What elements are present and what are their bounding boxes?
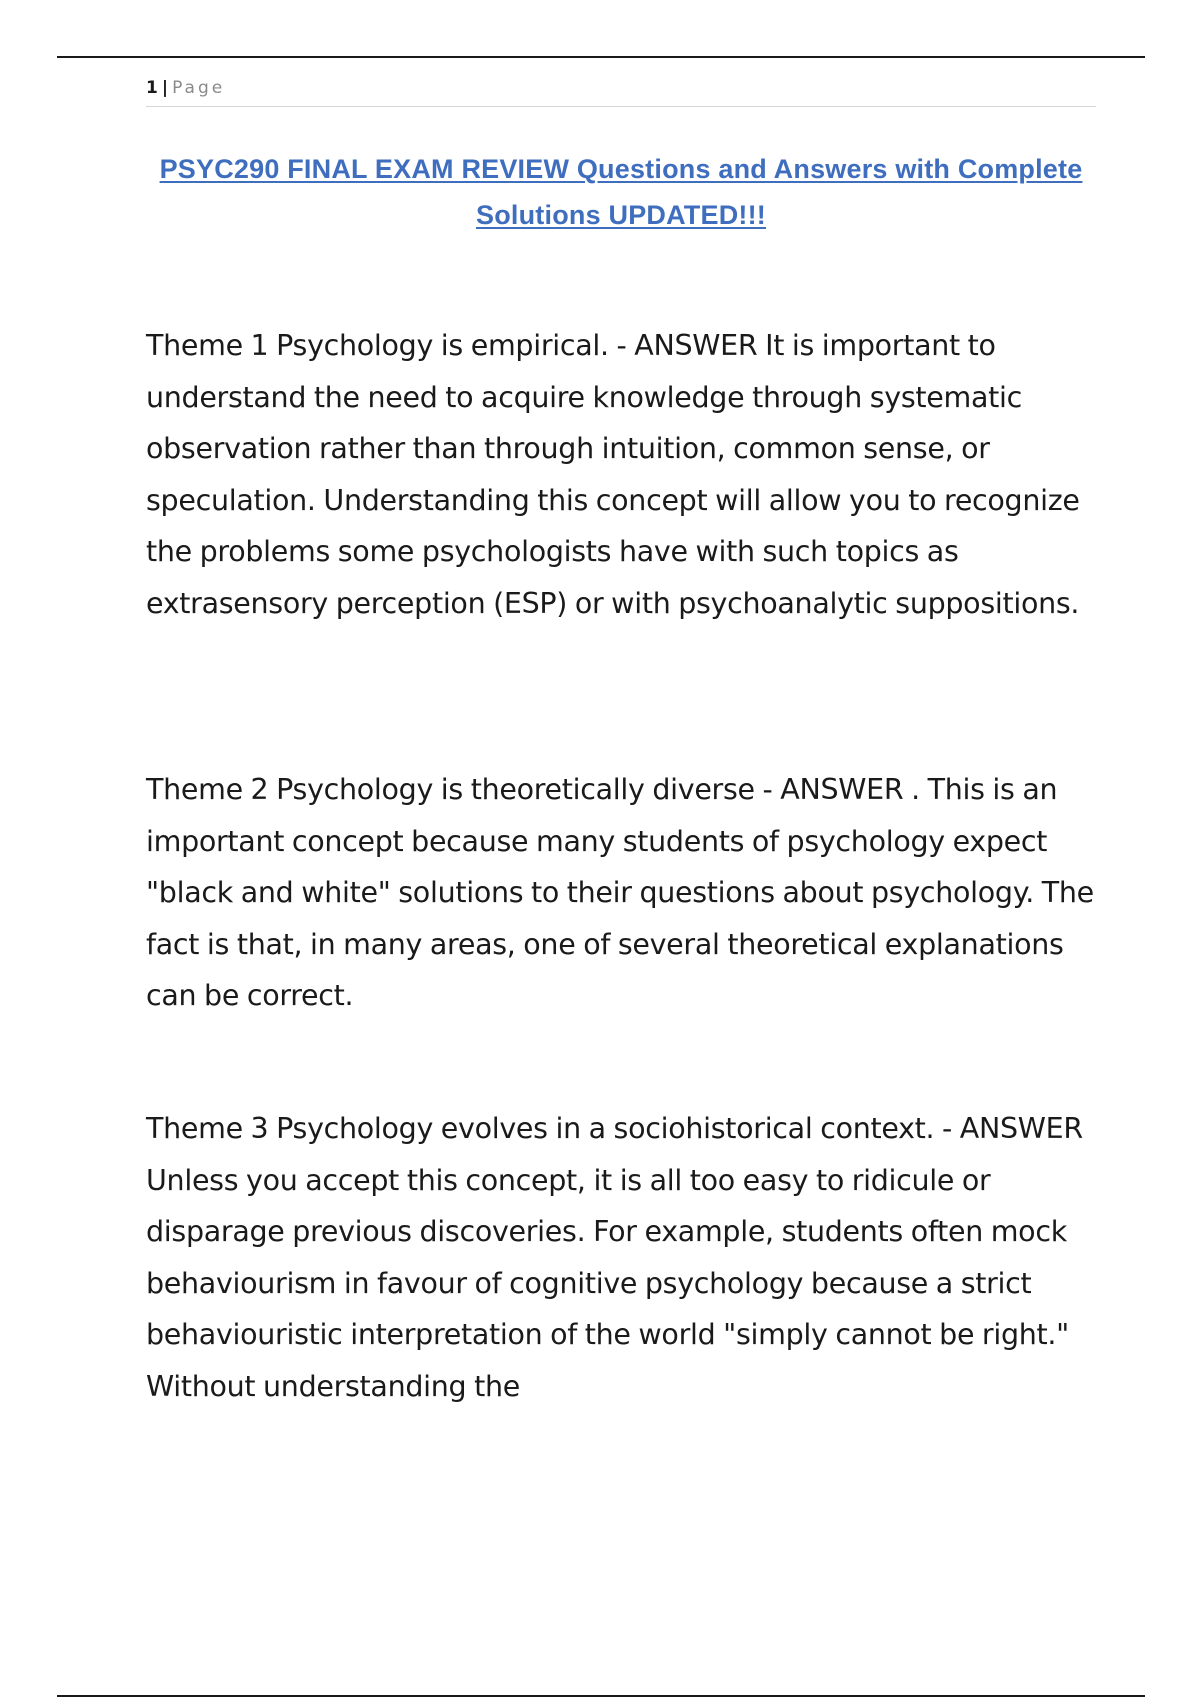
- page-label: Page: [172, 78, 226, 98]
- page-header: [146, 74, 1096, 107]
- paragraph-theme-2: Theme 2 Psychology is theoretically diverse - ANSWER . This is an important concept because many students of psychology expect "black and white" solutions to their questions about psychology. The fact is that, in many areas, one of several theoretical explanations can be correct.: [146, 773, 1094, 1012]
- top-rule: [57, 56, 1145, 58]
- paragraph-theme-1: Theme 1 Psychology is empirical. - ANSWER It is important to understand the need to acquire knowledge through systematic observation rather than through intuition, common sense, or speculation. Understanding this concept will allow you to recognize the problems some psychologists have with such topics as extrasensory perception (ESP) or with psychoanalytic suppositions.: [146, 329, 1080, 620]
- page-separator: |: [161, 78, 169, 98]
- document-title: PSYC290 FINAL EXAM REVIEW Questions and Answers with Complete Solutions UPDATED!!!: [159, 154, 1083, 230]
- bottom-rule: [57, 1695, 1145, 1697]
- page-number: 1: [146, 78, 158, 98]
- paragraph-theme-3: Theme 3 Psychology evolves in a sociohistorical context. - ANSWER Unless you accept this concept, it is all too easy to ridicule or disparage previous discoveries. For example, students often mock behaviourism in favour of cognitive psychology because a strict behaviouristic interpretation of the world "simply cannot be right." Without understanding the: [146, 1112, 1083, 1403]
